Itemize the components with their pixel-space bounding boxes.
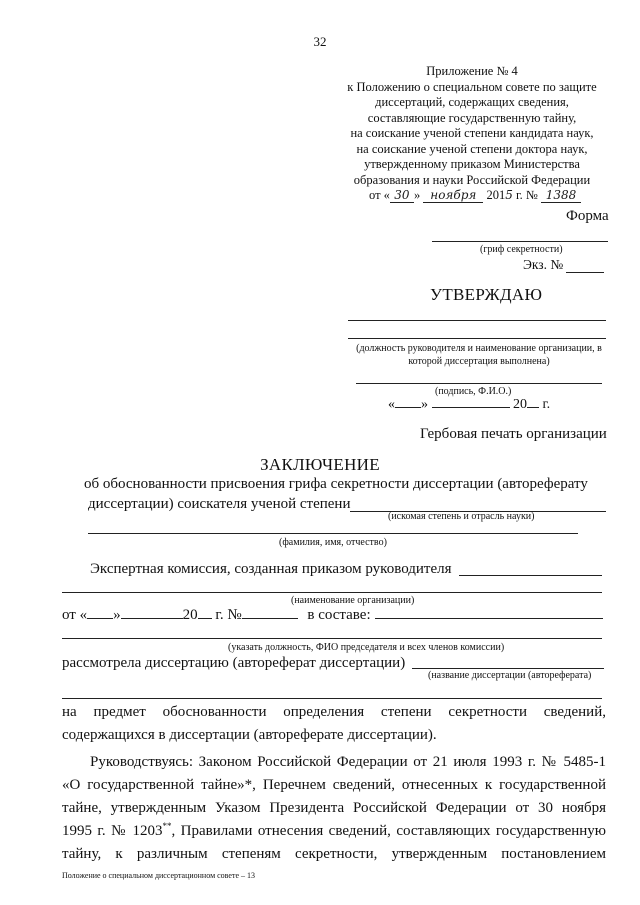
date-year-prefix: 201 <box>486 188 506 202</box>
dissertation-title-line <box>412 668 604 669</box>
handwritten-year-digit: 5 <box>505 188 513 202</box>
appendix-line: на соискание ученой степени доктора наук, <box>356 141 588 156</box>
approver-line-2 <box>348 338 606 339</box>
order-number-blank <box>242 618 298 619</box>
signature-caption: (подпись, Ф.И.О.) <box>435 386 512 397</box>
date-prefix: от « <box>369 188 390 202</box>
date-open-quote: « <box>388 397 395 412</box>
date-year-suffix: г. № <box>512 188 538 202</box>
approve-heading: УТВЕРЖДАЮ <box>430 285 543 304</box>
page-number: 32 <box>313 34 327 49</box>
commission-line <box>459 575 602 576</box>
conclusion-subtitle-2: диссертации) соискателя ученой степени <box>88 496 351 512</box>
body-p2-line2: «О государственной тайне»*, Перечнем сведений, отнесенных к государственной <box>62 777 606 793</box>
year-label: 20 <box>513 397 527 412</box>
body-p2-line1: Руководствуясь: Законом Российской Федерации от 21 июля 1993 г. № 5485-1 <box>90 754 606 770</box>
approve-date-row <box>388 397 550 413</box>
year-suffix: г. <box>542 397 551 412</box>
appendix-line: на соискание ученой степени кандидата наук, <box>350 126 594 140</box>
day-blank <box>395 407 421 408</box>
body-p1-line2: содержащихся в диссертации (автореферате диссертации). <box>62 727 437 743</box>
handwritten-day: 30 <box>390 189 414 203</box>
handwritten-order-number: 1388 <box>541 189 581 203</box>
dissertation-title-line-2 <box>62 698 602 699</box>
secrecy-line <box>432 241 608 242</box>
order-year-suffix: г. № <box>215 607 242 623</box>
page-footer: Положение о специальном диссертационном совете – 13 <box>62 871 256 880</box>
order-day-blank <box>87 618 113 619</box>
copy-number-line <box>566 272 604 273</box>
appendix-line: диссертаций, содержащих сведения, <box>375 95 569 109</box>
order-row <box>62 607 603 624</box>
organization-line <box>62 592 602 593</box>
order-year-label: 20 <box>182 607 198 623</box>
position-caption: (должность руководителя и наименование организации, в которой диссертация выполнена) <box>356 343 602 367</box>
name-line <box>88 533 578 534</box>
appendix-line: Приложение № 4 <box>426 64 518 78</box>
order-date-line <box>336 188 614 204</box>
from-close: » <box>113 607 121 623</box>
order-year-blank <box>198 618 212 619</box>
body-p1-line1: на предмет обоснованности определения степени секретности сведений, <box>62 704 606 720</box>
members-line <box>62 638 602 639</box>
appendix-line: составляющие государственную тайну, <box>367 110 577 125</box>
body-p2-line3: тайне, утвержденным Указом Президента Российской Федерации от 30 ноября <box>62 800 606 816</box>
footnote-marker: ** <box>162 821 172 831</box>
appendix-header <box>330 64 614 204</box>
appendix-line: утвержденному приказом Министерства <box>364 157 580 171</box>
appendix-line: к Положению о специальном совете по защите <box>347 79 597 94</box>
secrecy-caption: (гриф секретности) <box>480 244 563 255</box>
conclusion-title: ЗАКЛЮЧЕНИЕ <box>260 455 380 474</box>
date-close-quote: » <box>421 397 428 412</box>
copy-label: Экз. № <box>523 257 564 272</box>
month-blank <box>432 407 510 408</box>
handwritten-month: ноября <box>423 189 483 203</box>
organization-caption: (наименование организации) <box>291 595 415 606</box>
composition-blank <box>375 618 603 619</box>
signature-line <box>356 383 602 384</box>
dissertation-title-caption: (название диссертации (автореферата) <box>428 670 592 681</box>
approver-line-1 <box>348 320 606 321</box>
body-p2-line4 <box>62 820 606 843</box>
year-blank <box>527 407 539 408</box>
body-p2-line4-rest: , Правилами отнесения сведений, составляющих государственную <box>171 823 606 839</box>
members-caption: (указать должность, ФИО председателя и всех членов комиссии) <box>228 642 505 653</box>
decree-number: 1995 г. № 1203 <box>62 823 163 839</box>
reviewed-text: рассмотрела диссертацию (автореферат диссертации) <box>62 655 406 671</box>
form-label: Форма <box>566 208 609 224</box>
degree-caption: (искомая степень и отрасль науки) <box>388 511 535 522</box>
composition-label: в составе: <box>307 607 371 623</box>
appendix-line: образования и науки Российской Федерации <box>353 172 591 187</box>
commission-text: Экспертная комиссия, созданная приказом руководителя <box>90 561 452 577</box>
from-label: от « <box>62 607 88 623</box>
body-p2-line5: тайну, к различным степеням секретности, утвержденным постановлением <box>62 846 606 862</box>
order-month-blank <box>121 618 183 619</box>
date-mid: » <box>413 188 421 202</box>
seal-note: Гербовая печать организации <box>420 426 607 442</box>
conclusion-subtitle-1: об обоснованности присвоения грифа секретности диссертации (автореферату <box>84 476 588 492</box>
name-caption: (фамилия, имя, отчество) <box>279 537 387 548</box>
